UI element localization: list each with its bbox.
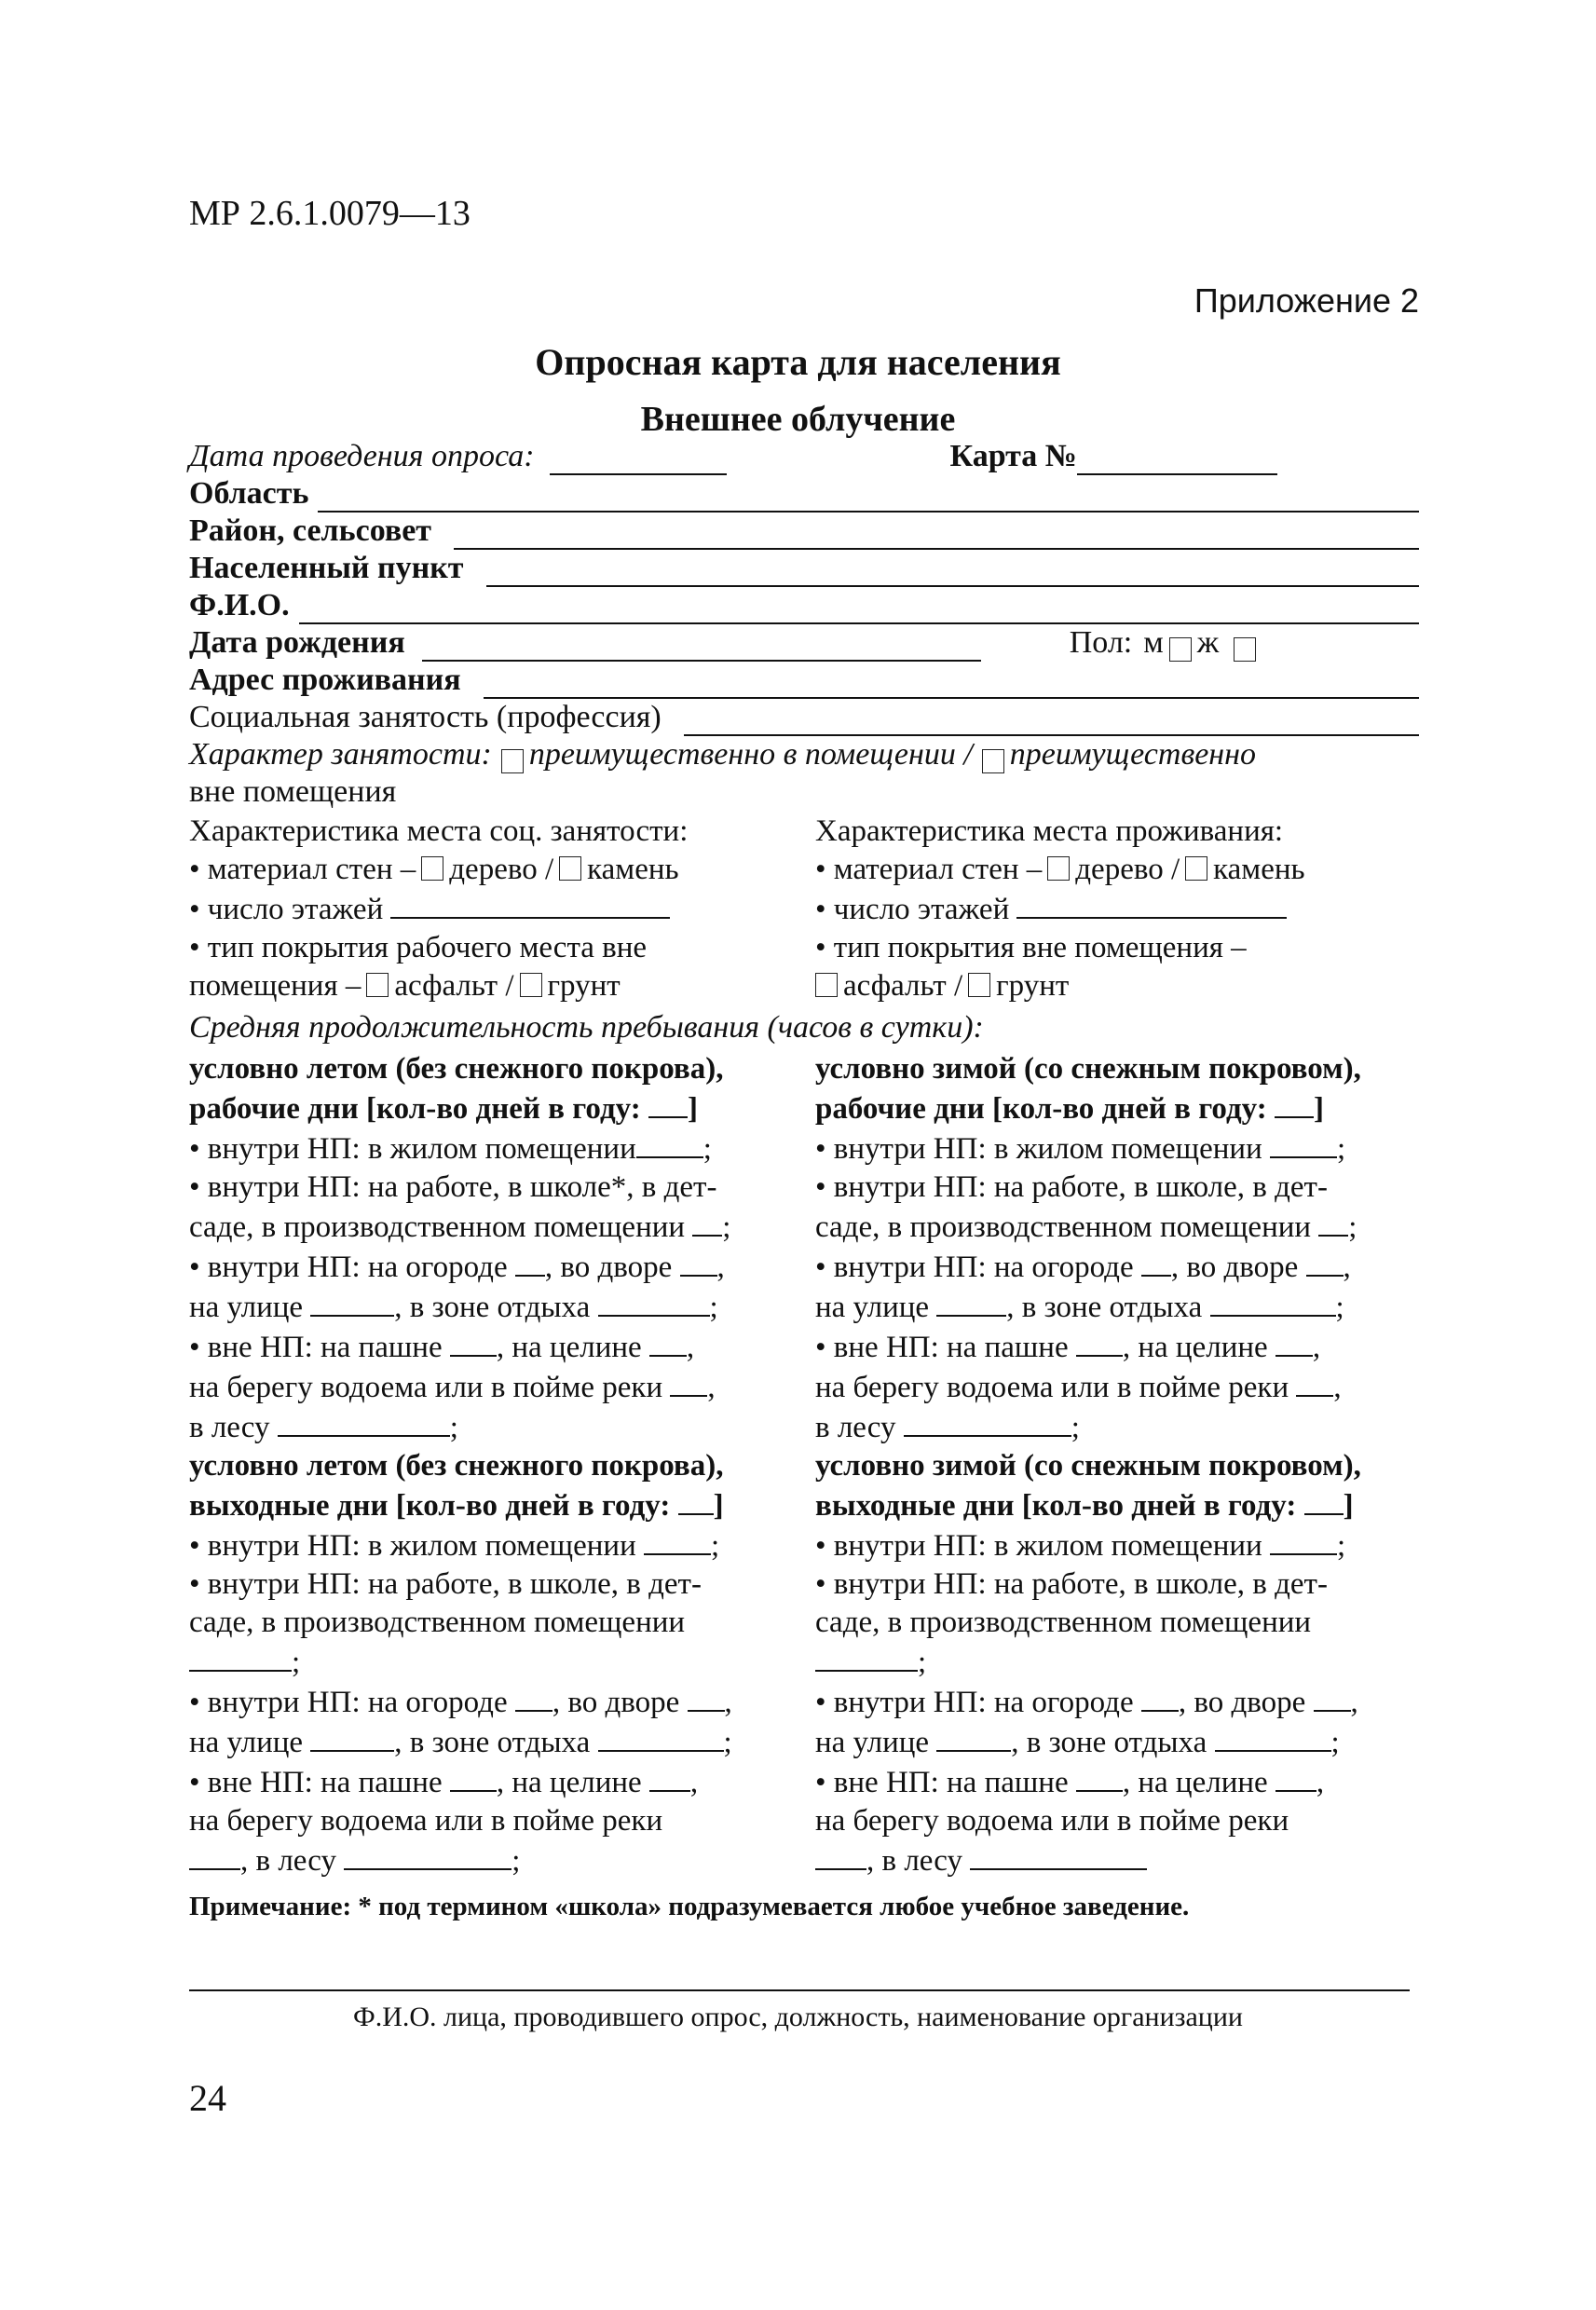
winter-off-plowland-label: • вне НП: на пашне: [815, 1766, 1069, 1799]
fio-label: Ф.И.О.: [189, 588, 290, 622]
winter-off-home-row: • внутри НП: в жилом помещении ;: [815, 1525, 1419, 1565]
work-place-column: [189, 813, 793, 1005]
res-surface-row: [815, 967, 1419, 1005]
summer-off-plowland-label: • вне НП: на пашне: [189, 1766, 443, 1799]
winter-work-street-field[interactable]: [936, 1287, 1006, 1317]
winter-work-garden-label: • внутри НП: на огороде: [815, 1251, 1134, 1284]
winter-work-job-label-2: саде, в производственном помещении: [815, 1210, 1312, 1244]
summer-work-garden-field[interactable]: [515, 1247, 545, 1277]
summer-work-plowland-label: • вне НП: на пашне: [189, 1331, 443, 1364]
res-surface-label: • тип покрытия вне помещения –: [815, 931, 1247, 964]
summer-work-days-label: рабочие дни [кол-во дней в году:: [189, 1092, 641, 1126]
summer-off-garden-field[interactable]: [515, 1682, 552, 1712]
summer-work-street-label: на улице: [189, 1291, 304, 1324]
employment-tail-row: [189, 773, 1419, 811]
res-wood-label: дерево /: [1075, 853, 1180, 886]
summer-off-virgin-field[interactable]: [649, 1762, 690, 1792]
employment-indoor-checkbox[interactable]: [501, 749, 524, 773]
appendix-label: Приложение 2: [1194, 281, 1419, 320]
employment-outdoor-label: преимущественно: [1009, 737, 1257, 772]
sex-female-label: ж: [1196, 625, 1220, 660]
winter-work-virgin-field[interactable]: [1275, 1327, 1313, 1357]
sex-male-label: м: [1143, 625, 1164, 660]
winter-off-shore-field[interactable]: [815, 1840, 866, 1870]
work-place-heading: Характеристика места соц. занятости:: [189, 814, 689, 848]
card-number-field[interactable]: [1077, 445, 1277, 475]
page-number: 24: [189, 2077, 226, 2119]
res-stone-label: камень: [1213, 853, 1305, 886]
occupation-row: [189, 699, 1419, 736]
daysoff-section: [189, 1447, 1419, 1880]
summer-work-home-row: • внутри НП: в жилом помещении ;: [189, 1128, 793, 1169]
winter-work-job-label: • внутри НП: на работе, в школе, в дет-: [815, 1170, 1328, 1204]
winter-off-virgin-field[interactable]: [1275, 1762, 1316, 1792]
birth-date-label: Дата рождения: [189, 625, 405, 660]
winter-off-street-label: на улице: [815, 1726, 930, 1759]
summer-off-column: [189, 1447, 793, 1880]
summer-off-days-row: выходные дни [кол-во дней в году: ]: [189, 1485, 793, 1525]
winter-work-shore-label: на берегу водоема или в пойме реки: [815, 1371, 1289, 1404]
sex-female-checkbox[interactable]: [1234, 637, 1256, 662]
document-number: МР 2.6.1.0079—13: [189, 194, 471, 233]
work-asphalt-checkbox[interactable]: [366, 973, 389, 997]
winter-off-days-field[interactable]: [1304, 1485, 1344, 1515]
winter-off-home-field[interactable]: [1270, 1525, 1337, 1555]
work-asphalt-label: асфальт /: [394, 969, 514, 1003]
region-row: [189, 475, 1419, 513]
signature-line[interactable]: [189, 1989, 1410, 1991]
summer-off-job-row: ;: [189, 1642, 793, 1682]
card-number-label: Карта №: [949, 439, 1077, 473]
summer-off-plowland-field[interactable]: [450, 1762, 497, 1792]
address-field[interactable]: [484, 669, 1419, 699]
winter-off-garden-row: • внутри НП: на огороде , во дворе ,: [815, 1682, 1419, 1722]
winter-off-rest-field[interactable]: [1215, 1722, 1331, 1752]
work-floors-field[interactable]: [390, 889, 670, 919]
winter-work-rest-field[interactable]: [1210, 1287, 1336, 1317]
work-surface-label-2: помещения –: [189, 969, 361, 1003]
winter-work-shore-field[interactable]: [1296, 1367, 1333, 1397]
winter-off-garden-label: • внутри НП: на огороде: [815, 1686, 1134, 1719]
winter-work-rest-label: , в зоне отдыха: [1006, 1291, 1203, 1324]
footnote: Примечание: * под термином «школа» подразумевается любое учебное заведение.: [189, 1892, 1190, 1921]
winter-off-forest-label: , в лесу: [866, 1844, 962, 1878]
res-floors-label: • число этажей: [815, 893, 1010, 926]
winter-off-forest-field[interactable]: [970, 1840, 1147, 1870]
work-wood-label: дерево /: [449, 853, 554, 886]
winter-work-shore-row: на берегу водоема или в пойме реки ,: [815, 1367, 1419, 1407]
summer-off-home-row: • внутри НП: в жилом помещении ;: [189, 1525, 793, 1565]
summer-off-days-field[interactable]: [678, 1485, 714, 1515]
winter-off-street-row: на улице , в зоне отдыха ;: [815, 1722, 1419, 1762]
employment-indoor-label: преимущественно в помещении /: [528, 737, 973, 772]
winter-off-forest-row: [815, 1840, 1419, 1880]
winter-off-garden-field[interactable]: [1141, 1682, 1179, 1712]
winter-work-job-row: саде, в производственном помещении ;: [815, 1207, 1419, 1247]
winter-off-rest-label: , в зоне отдыха: [1011, 1726, 1207, 1759]
res-floors-row: [815, 889, 1419, 929]
birth-date-field[interactable]: [422, 632, 981, 662]
winter-work-field-row: • вне НП: на пашне , на целине ,: [815, 1327, 1419, 1367]
res-walls-row: [815, 851, 1419, 889]
winter-work-heading: условно зимой (со снежным покровом),: [815, 1052, 1361, 1086]
summer-work-plowland-field[interactable]: [450, 1327, 497, 1357]
summer-work-home-field[interactable]: [636, 1128, 703, 1158]
survey-date-field[interactable]: [550, 445, 727, 475]
summer-off-yard-field[interactable]: [688, 1682, 725, 1712]
form-subtitle: Внешнее облучение: [640, 400, 956, 439]
summer-work-garden-row: • внутри НП: на огороде , во дворе ,: [189, 1247, 793, 1287]
form-title: Опросная карта для населения: [535, 341, 1061, 383]
summer-work-yard-field[interactable]: [680, 1247, 717, 1277]
settlement-label: Населенный пункт: [189, 551, 464, 585]
birth-date-row: [189, 624, 1419, 662]
res-walls-label: • материал стен –: [815, 853, 1043, 886]
work-soil-label: грунт: [547, 969, 621, 1003]
employment-outdoor-checkbox[interactable]: [982, 749, 1004, 773]
winter-work-days-field[interactable]: [1275, 1088, 1314, 1118]
place-characteristics: [189, 813, 1419, 1005]
summer-work-forest-field[interactable]: [278, 1407, 450, 1437]
summer-off-shore-field[interactable]: [189, 1840, 240, 1870]
summer-work-garden-label: • внутри НП: на огороде: [189, 1251, 508, 1284]
summer-work-field-row: • вне НП: на пашне , на целине ,: [189, 1327, 793, 1367]
winter-off-plowland-field[interactable]: [1076, 1762, 1123, 1792]
summer-off-forest-row: , в лесу ;: [189, 1840, 793, 1880]
winter-work-forest-row: в лесу ;: [815, 1407, 1419, 1447]
work-walls-row: [189, 851, 793, 889]
residence-column: [815, 813, 1419, 1005]
summer-work-heading: условно летом (без снежного покрова),: [189, 1052, 724, 1086]
winter-off-job-row: ;: [815, 1642, 1419, 1682]
summer-off-heading: условно летом (без снежного покрова),: [189, 1449, 724, 1483]
winter-off-virgin-label: , на целине: [1122, 1766, 1268, 1799]
res-floors-field[interactable]: [1016, 889, 1287, 919]
winter-off-job-label-2: саде, в производственном помещении: [815, 1606, 1312, 1639]
winter-off-days-label: выходные дни [кол-во дней в году:: [815, 1489, 1297, 1523]
winter-off-column: [815, 1447, 1419, 1880]
settlement-field[interactable]: [486, 557, 1420, 587]
summer-work-job-label-2: саде, в производственном помещении: [189, 1210, 686, 1244]
winter-off-shore-label: на берегу водоема или в пойме реки: [815, 1804, 1289, 1838]
work-walls-label: • материал стен –: [189, 853, 416, 886]
summer-work-virgin-label: , на целине: [496, 1331, 642, 1364]
summer-work-shore-field[interactable]: [670, 1367, 707, 1397]
district-label: Район, сельсовет: [189, 513, 431, 548]
address-label: Адрес проживания: [189, 663, 461, 697]
fio-field[interactable]: [299, 595, 1419, 624]
winter-off-job-label: • внутри НП: на работе, в школе, в дет-: [815, 1567, 1328, 1601]
summer-off-job-field[interactable]: [189, 1642, 292, 1672]
winter-off-heading: условно зимой (со снежным покровом),: [815, 1449, 1361, 1483]
winter-work-yard-field[interactable]: [1306, 1247, 1344, 1277]
summer-work-home-label: • внутри НП: в жилом помещении: [189, 1132, 636, 1166]
region-field[interactable]: [318, 483, 1419, 513]
summer-work-days-row: рабочие дни [кол-во дней в году: ]: [189, 1088, 793, 1128]
summer-work-job-field[interactable]: [692, 1207, 722, 1237]
work-floors-row: [189, 889, 793, 929]
work-soil-checkbox[interactable]: [520, 973, 542, 997]
winter-work-garden-row: • внутри НП: на огороде , во дворе ,: [815, 1247, 1419, 1287]
summer-off-street-row: на улице , в зоне отдыха ;: [189, 1722, 793, 1762]
summer-work-shore-row: на берегу водоема или в пойме реки ,: [189, 1367, 793, 1407]
res-asphalt-checkbox[interactable]: [815, 973, 838, 997]
summer-off-forest-label: , в лесу: [240, 1844, 336, 1878]
employment-row: [189, 736, 1419, 773]
winter-off-home-label: • внутри НП: в жилом помещении: [815, 1529, 1262, 1563]
summer-work-street-row: на улице , в зоне отдыха ;: [189, 1287, 793, 1327]
winter-off-street-field[interactable]: [936, 1722, 1011, 1752]
survey-date-row: [189, 438, 1419, 475]
winter-off-yard-field[interactable]: [1314, 1682, 1351, 1712]
fio-row: [189, 587, 1419, 624]
summer-off-garden-label: • внутри НП: на огороде: [189, 1686, 508, 1719]
summer-off-home-label: • внутри НП: в жилом помещении: [189, 1529, 636, 1563]
region-label: Область: [189, 476, 309, 511]
winter-work-garden-field[interactable]: [1141, 1247, 1171, 1277]
sex-label: Пол:: [1069, 625, 1133, 660]
summer-work-job-row: саде, в производственном помещении ;: [189, 1207, 793, 1247]
winter-work-forest-label: в лесу: [815, 1411, 896, 1444]
summer-off-virgin-label: , на целине: [496, 1766, 642, 1799]
work-surface-label-1: • тип покрытия рабочего места вне: [189, 931, 648, 964]
summer-off-home-field[interactable]: [644, 1525, 711, 1555]
work-wood-checkbox[interactable]: [421, 856, 443, 881]
avg-duration-label: Средняя продолжительность пребывания (часов в сутки):: [189, 1010, 984, 1045]
employment-tail: вне помещения: [189, 774, 397, 809]
winter-work-job-field[interactable]: [1318, 1207, 1348, 1237]
summer-off-shore-label: на берегу водоема или в пойме реки: [189, 1804, 663, 1838]
res-soil-checkbox[interactable]: [968, 973, 990, 997]
summer-off-job-label-2: саде, в производственном помещении: [189, 1606, 686, 1639]
district-row: [189, 513, 1419, 550]
winter-work-days-row: рабочие дни [кол-во дней в году: ]: [815, 1088, 1419, 1128]
winter-work-street-label: на улице: [815, 1291, 930, 1324]
summer-off-job-label: • внутри НП: на работе, в школе, в дет-: [189, 1567, 702, 1601]
avg-duration-heading: [189, 1009, 1419, 1046]
summer-off-field-row: • вне НП: на пашне , на целине ,: [189, 1762, 793, 1802]
occupation-field[interactable]: [684, 706, 1419, 736]
winter-work-plowland-field[interactable]: [1076, 1327, 1123, 1357]
summer-work-forest-label: в лесу: [189, 1411, 270, 1444]
summer-off-rest-label: , в зоне отдыха: [394, 1726, 591, 1759]
summer-work-forest-row: в лесу ;: [189, 1407, 793, 1447]
winter-off-job-field[interactable]: [815, 1642, 918, 1672]
winter-work-home-label: • внутри НП: в жилом помещении: [815, 1132, 1262, 1166]
winter-work-yard-label: , во дворе: [1170, 1251, 1299, 1284]
winter-off-days-row: выходные дни [кол-во дней в году: ]: [815, 1485, 1419, 1525]
winter-work-home-row: • внутри НП: в жилом помещении ;: [815, 1128, 1419, 1169]
occupation-label: Социальная занятость (профессия): [189, 700, 662, 734]
signature-caption: Ф.И.О. лица, проводившего опрос, должность, наименование организации: [353, 2002, 1243, 2032]
summer-work-job-label: • внутри НП: на работе, в школе*, в дет-: [189, 1170, 717, 1204]
summer-work-street-field[interactable]: [310, 1287, 394, 1317]
summer-off-yard-label: , во дворе: [552, 1686, 680, 1719]
summer-off-forest-field[interactable]: [344, 1840, 512, 1870]
address-row: [189, 662, 1419, 699]
summer-work-shore-label: на берегу водоема или в пойме реки: [189, 1371, 663, 1404]
winter-work-home-field[interactable]: [1270, 1128, 1337, 1158]
summer-work-virgin-field[interactable]: [649, 1327, 687, 1357]
res-soil-label: грунт: [996, 969, 1070, 1003]
work-surface-row: [189, 967, 793, 1005]
summer-off-street-label: на улице: [189, 1726, 304, 1759]
district-field[interactable]: [454, 520, 1419, 550]
summer-work-yard-label: , во дворе: [544, 1251, 673, 1284]
settlement-row: [189, 550, 1419, 587]
survey-date-label: Дата проведения опроса:: [189, 439, 535, 473]
work-stone-label: камень: [587, 853, 679, 886]
summer-work-days-field[interactable]: [648, 1088, 688, 1118]
summer-work-rest-label: , в зоне отдыха: [394, 1291, 591, 1324]
summer-off-street-field[interactable]: [310, 1722, 394, 1752]
employment-label: Характер занятости:: [189, 737, 492, 772]
res-stone-checkbox[interactable]: [1185, 856, 1207, 881]
sex-male-checkbox[interactable]: [1169, 637, 1192, 662]
winter-work-days-label: рабочие дни [кол-во дней в году:: [815, 1092, 1267, 1126]
residence-heading: Характеристика места проживания:: [815, 814, 1284, 848]
winter-off-field-row: • вне НП: на пашне , на целине ,: [815, 1762, 1419, 1802]
winter-work-forest-field[interactable]: [904, 1407, 1071, 1437]
winter-work-virgin-label: , на целине: [1122, 1331, 1268, 1364]
summer-off-days-label: выходные дни [кол-во дней в году:: [189, 1489, 671, 1523]
workdays-section: [189, 1050, 1419, 1447]
winter-work-street-row: на улице , в зоне отдыха ;: [815, 1287, 1419, 1327]
winter-work-column: [815, 1050, 1419, 1447]
summer-off-garden-row: • внутри НП: на огороде , во дворе ,: [189, 1682, 793, 1722]
res-asphalt-label: асфальт /: [843, 969, 963, 1003]
winter-work-plowland-label: • вне НП: на пашне: [815, 1331, 1069, 1364]
summer-off-rest-field[interactable]: [598, 1722, 724, 1752]
work-floors-label: • число этажей: [189, 893, 384, 926]
summer-work-rest-field[interactable]: [598, 1287, 710, 1317]
winter-off-yard-label: , во дворе: [1178, 1686, 1306, 1719]
form-body: [189, 438, 1419, 1925]
res-wood-checkbox[interactable]: [1047, 856, 1070, 881]
work-stone-checkbox[interactable]: [559, 856, 581, 881]
summer-work-column: [189, 1050, 793, 1447]
